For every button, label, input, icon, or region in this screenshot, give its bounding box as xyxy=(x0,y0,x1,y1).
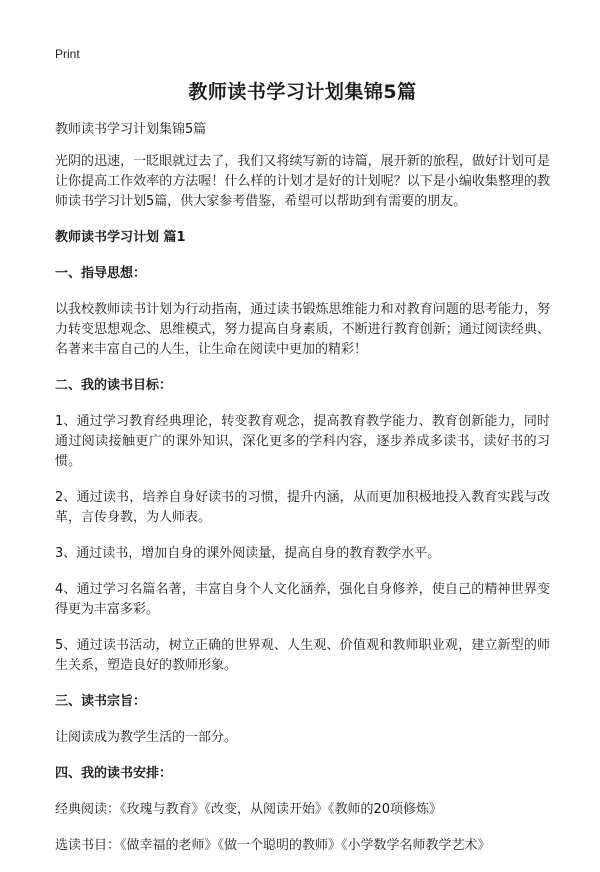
document-subtitle: 教师读书学习计划集锦5篇 xyxy=(55,122,207,137)
reading-goal-1: 1、通过学习教育经典理论，转变教育观念，提高教育教学能力、教育创新能力，同时通过阅读接触更广的课外知识，深化更多的学科内容，逐步养成多读书，读好书的习惯。 xyxy=(55,414,550,469)
selected-reading-list: 选读书目：《做幸福的老师》《做一个聪明的教师》《小学数学名师教学艺术》 xyxy=(55,838,491,853)
intro-paragraph: 光阴的迅速，一眨眼就过去了，我们又将续写新的诗篇，展开新的旅程，做好计划可是让你提高工作效率的方法喔！什么样的计划才是好的计划呢？以下是小编收集整理的教师读书学习计划5篇，供大家参考借鉴，希望可以帮助到有需要的朋友。 xyxy=(55,154,550,209)
heading-reading-purpose: 三、读书宗旨： xyxy=(55,694,147,709)
classic-reading-list: 经典阅读：《玫瑰与教育》《改变，从阅读开始》《教师的20项修炼》 xyxy=(55,802,443,817)
reading-goal-5: 5、通过读书活动，树立正确的世界观、人生观、价值观和教师职业观，建立新型的师生关系，塑造良好的教师形象。 xyxy=(55,638,550,673)
document-body xyxy=(55,120,550,872)
document-title: 教师读书学习计划集锦5篇 xyxy=(188,81,417,103)
heading-reading-schedule: 四、我的读书安排： xyxy=(55,766,173,781)
print-label: Print xyxy=(55,47,80,61)
heading-guiding-ideology: 一、指导思想： xyxy=(55,266,147,281)
heading-reading-goals: 二、我的读书目标： xyxy=(55,378,173,393)
reading-goal-4: 4、通过学习名篇名著，丰富自身个人文化涵养，强化自身修养，使自己的精神世界变得更为丰富多彩。 xyxy=(55,582,550,617)
guiding-ideology-paragraph: 以我校教师读书计划为行动指南，通过读书锻炼思维能力和对教育问题的思考能力，努力转变思想观念、思维模式，努力提高自身素质，不断进行教育创新；通过阅读经典、名著来丰富自己的人生，让生命在阅读中更加的精彩！ xyxy=(55,302,550,357)
reading-goal-2: 2、通过读书，培养自身好读书的习惯，提升内涵，从而更加积极地投入教育实践与改革，言传身教，为人师表。 xyxy=(55,490,550,525)
reading-goal-3: 3、通过读书，增加自身的课外阅读量，提高自身的教育教学水平。 xyxy=(55,546,441,561)
section-title: 教师读书学习计划 篇1 xyxy=(55,230,186,245)
reading-purpose-paragraph: 让阅读成为教学生活的一部分。 xyxy=(55,730,238,745)
